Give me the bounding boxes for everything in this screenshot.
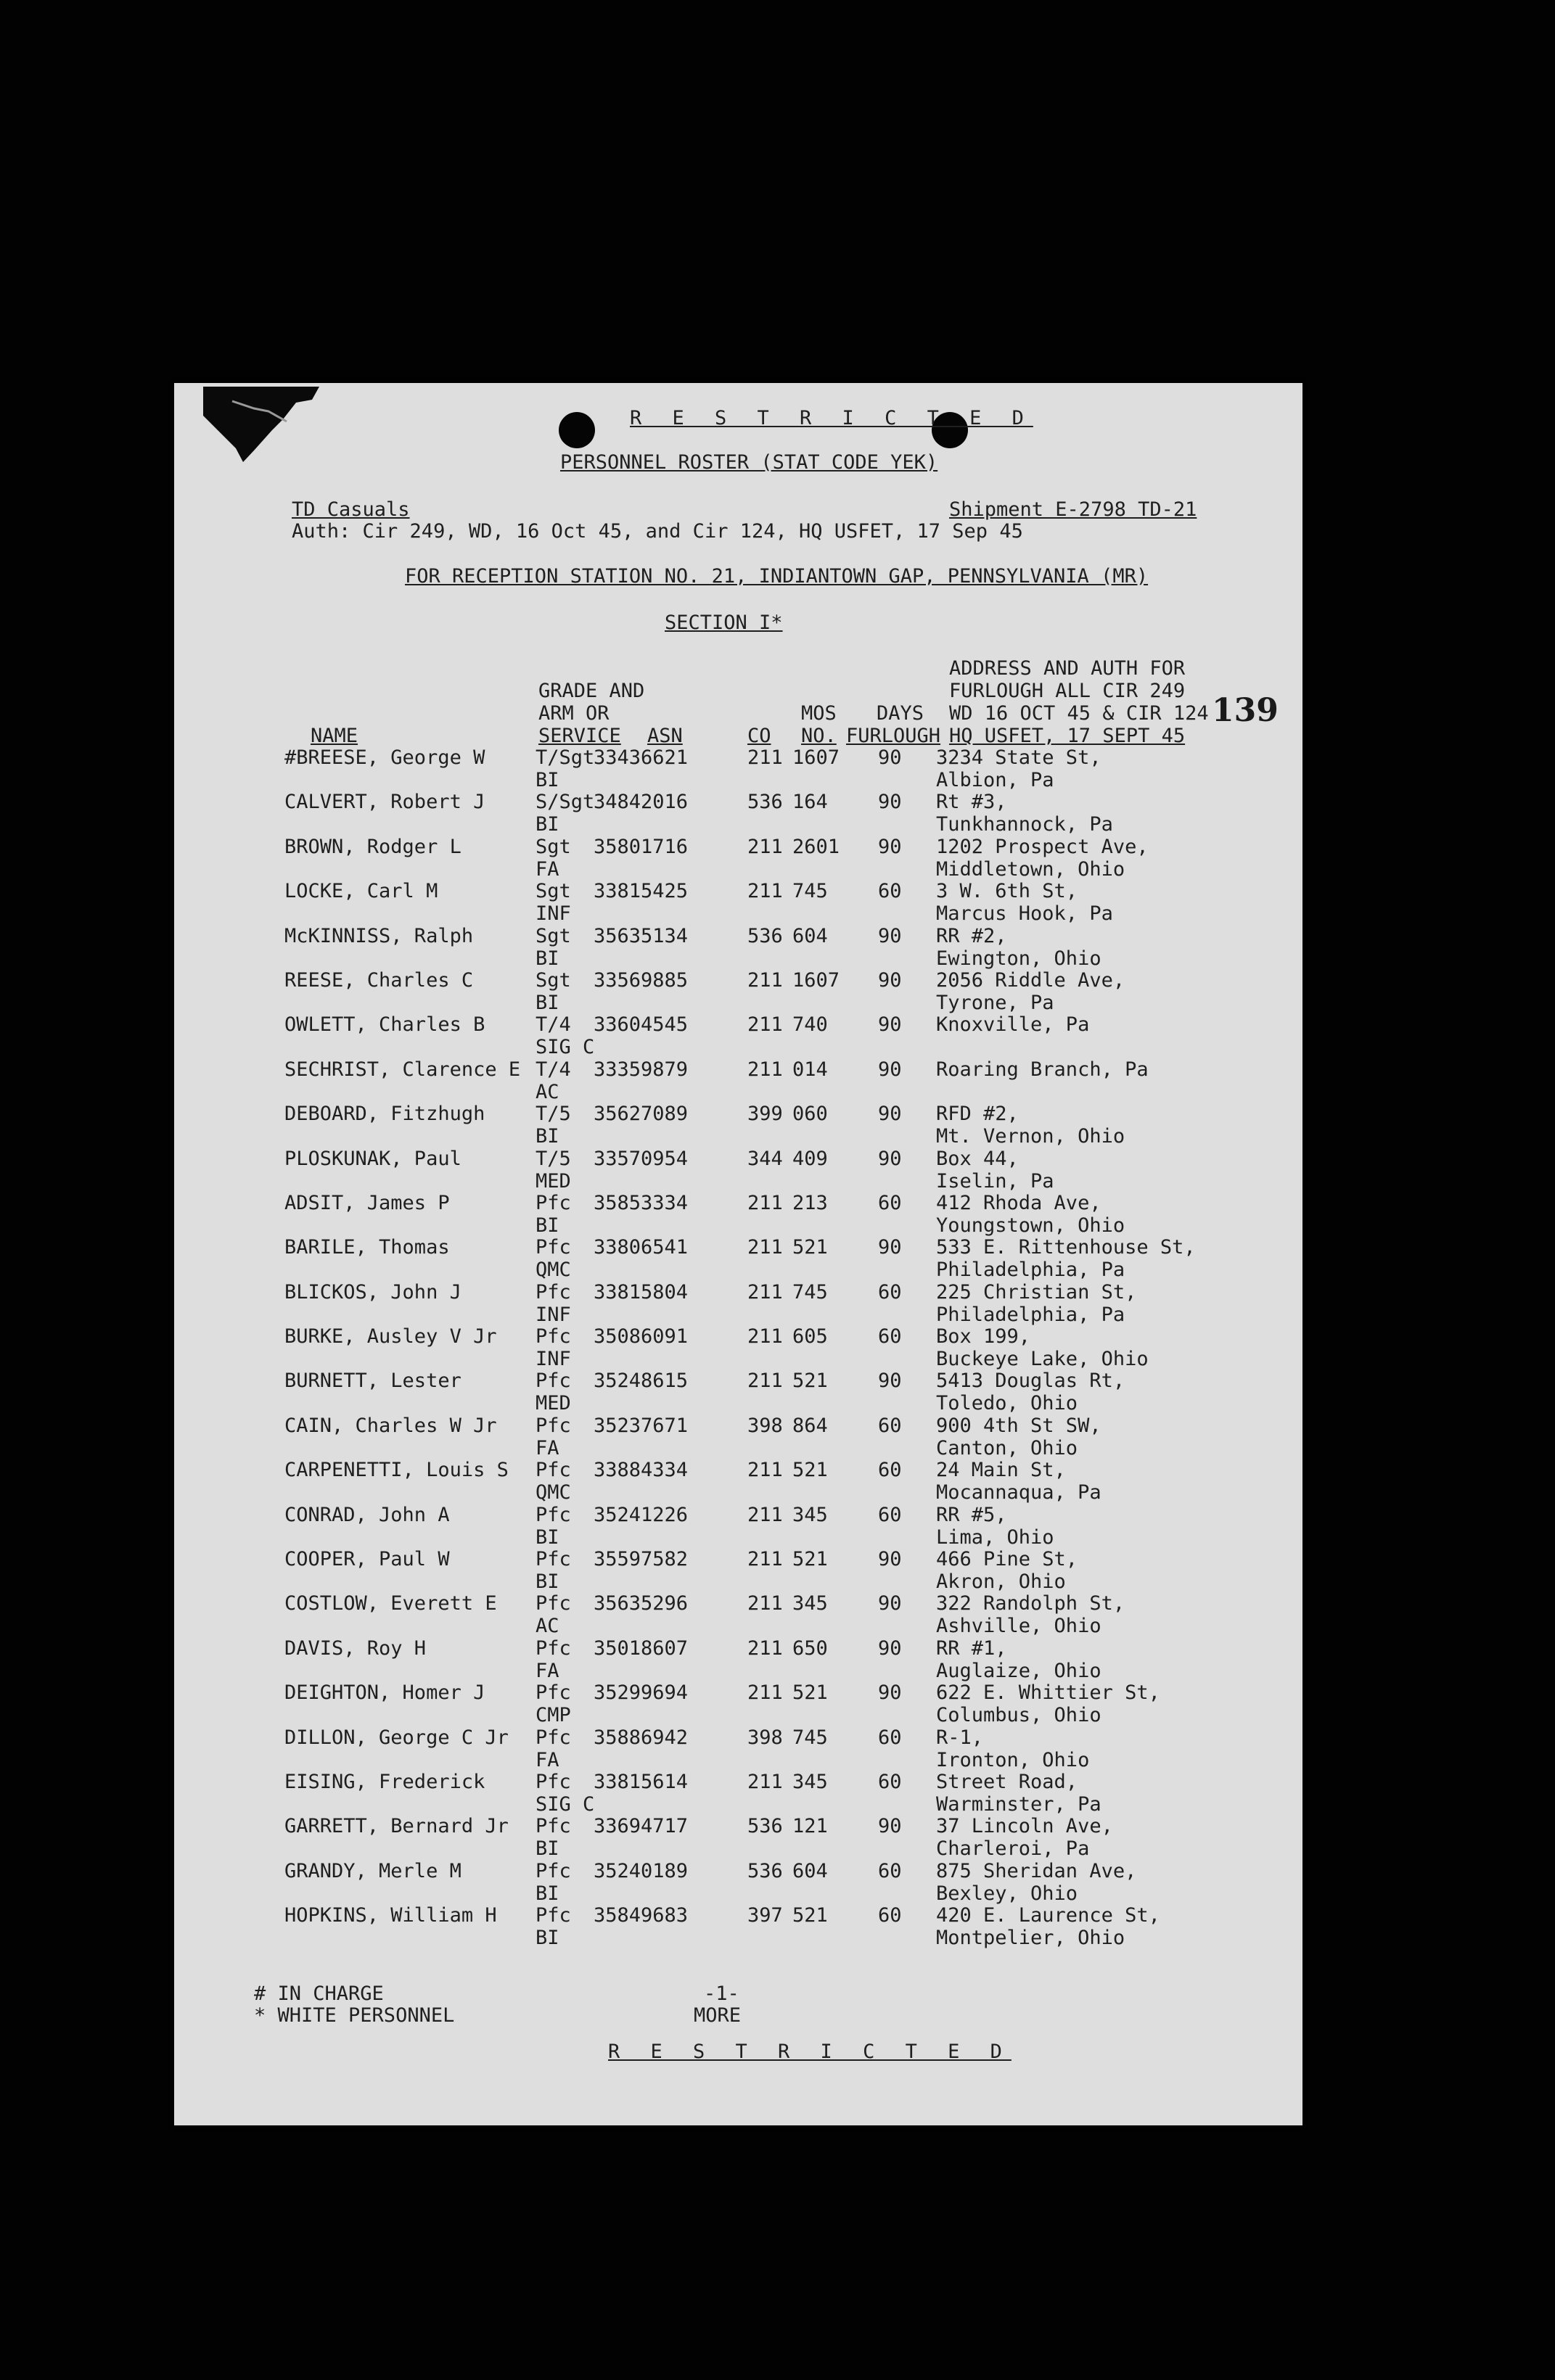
co: 398 [747,1414,783,1437]
unit-label: TD Casuals [292,498,410,521]
grade: Pfc [536,1191,571,1214]
furlough-days: 90 [878,791,902,814]
furlough-days: 60 [878,1904,902,1927]
grade: T/4 [536,1013,571,1037]
address-line-1: RR #2, [936,924,1007,947]
grade: Sgt [536,835,571,858]
grade: T/5 [536,1147,571,1170]
mos: 605 [792,1325,828,1348]
table-row [174,1504,1302,1548]
address-line-2: Albion, Pa [936,769,1054,791]
co: 344 [747,1147,783,1170]
soldier-name: CAIN, Charles W Jr [284,1414,497,1437]
soldier-name: HOPKINS, William H [284,1904,497,1927]
soldier-name: REESE, Charles C [284,968,474,992]
address-line-1: Knoxville, Pa [936,1013,1090,1037]
arm-service: MED [536,1169,571,1193]
asn: 33884334 [594,1459,689,1482]
arm-service: BI [536,1525,559,1549]
mos: 745 [792,1280,828,1304]
table-row [174,1904,1302,1948]
address-line-2: Canton, Ohio [936,1436,1078,1459]
grade: Pfc [536,1280,571,1304]
co: 397 [747,1904,783,1927]
co: 211 [747,1770,783,1793]
furlough-days: 60 [878,1191,902,1214]
co: 536 [747,1815,783,1838]
table-row [174,791,1302,835]
mos: 2601 [792,835,840,858]
footnote-white-personnel: * WHITE PERSONNEL [254,2004,455,2027]
table-row [174,1325,1302,1370]
header-mos-1: MOS [801,702,837,725]
address-line-2: Ewington, Ohio [936,947,1101,970]
mos: 740 [792,1013,828,1037]
mos: 521 [792,1459,828,1482]
furlough-days: 60 [878,1770,902,1793]
table-row [174,1370,1302,1414]
soldier-name: GARRETT, Bernard Jr [284,1815,509,1838]
mos: 604 [792,1859,828,1882]
grade: Pfc [536,1636,571,1660]
footnote-in-charge: # IN CHARGE [254,1982,384,2005]
classification-footer: R E S T R I C T E D [608,2041,1012,2063]
soldier-name: CARPENETTI, Louis S [284,1459,509,1482]
grade: Pfc [536,1459,571,1482]
address-line-1: RR #1, [936,1636,1007,1660]
table-row [174,1058,1302,1103]
asn: 35248615 [594,1370,689,1393]
header-days-2: FURLOUGH [846,725,941,747]
furlough-days: 90 [878,968,902,992]
address-line-2: Auglaize, Ohio [936,1659,1101,1682]
arm-service: BI [536,1214,559,1237]
furlough-days: 90 [878,1681,902,1705]
header-co: CO [747,725,771,747]
grade: Sgt [536,880,571,903]
mos: 345 [792,1592,828,1615]
co: 211 [747,1280,783,1304]
address-line-1: 900 4th St SW, [936,1414,1101,1437]
address-line-2: Bexley, Ohio [936,1882,1078,1905]
co: 211 [747,835,783,858]
asn: 35086091 [594,1325,689,1348]
grade: Pfc [536,1859,571,1882]
address-line-1: 1202 Prospect Ave, [936,835,1149,858]
address-line-1: 3 W. 6th St, [936,880,1078,903]
address-line-1: 2056 Riddle Ave, [936,968,1125,992]
grade: Pfc [536,1815,571,1838]
furlough-days: 90 [878,1592,902,1615]
header-grade-2: ARM OR [538,702,610,725]
arm-service: FA [536,1748,559,1771]
soldier-name: BURKE, Ausley V Jr [284,1325,497,1348]
table-row [174,1681,1302,1726]
mos: 345 [792,1503,828,1526]
address-line-2: Tyrone, Pa [936,991,1054,1014]
address-line-2: Tunkhannock, Pa [936,813,1113,836]
header-address-2: FURLOUGH ALL CIR 249 [949,680,1186,702]
soldier-name: PLOSKUNAK, Paul [284,1147,461,1170]
asn: 35849683 [594,1904,689,1927]
mos: 1607 [792,746,840,769]
furlough-days: 90 [878,1548,902,1571]
address-line-1: 37 Lincoln Ave, [936,1815,1113,1838]
roster-table [174,746,1302,1949]
table-row [174,1192,1302,1236]
address-line-2: Marcus Hook, Pa [936,902,1113,926]
header-address-1: ADDRESS AND AUTH FOR [949,657,1186,680]
table-row [174,1726,1302,1771]
table-row [174,925,1302,969]
soldier-name: COOPER, Paul W [284,1548,450,1571]
co: 211 [747,1681,783,1705]
roster-title: PERSONNEL ROSTER (STAT CODE YEK) [560,451,938,474]
arm-service: INF [536,1303,571,1326]
asn: 33436621 [594,746,689,769]
mos: 409 [792,1147,828,1170]
arm-service: FA [536,1659,559,1682]
furlough-days: 90 [878,1058,902,1081]
address-line-2: Akron, Ohio [936,1570,1066,1594]
co: 211 [747,1548,783,1571]
grade: Sgt [536,924,571,947]
address-line-1: RFD #2, [936,1103,1019,1126]
address-line-2: Ashville, Ohio [936,1615,1101,1638]
table-row [174,1236,1302,1280]
furlough-days: 90 [878,835,902,858]
soldier-name: McKINNISS, Ralph [284,924,474,947]
grade: Pfc [536,1770,571,1793]
furlough-days: 60 [878,1726,902,1749]
page-number: -1- [704,1982,739,2005]
address-line-1: 24 Main St, [936,1459,1066,1482]
table-row [174,1281,1302,1325]
soldier-name: GRANDY, Merle M [284,1859,461,1882]
address-line-1: 622 E. Whittier St, [936,1681,1160,1705]
address-line-1: 5413 Douglas Rt, [936,1370,1125,1393]
furlough-days: 60 [878,1325,902,1348]
header-asn: ASN [647,725,683,747]
mos: 521 [792,1236,828,1259]
mos: 213 [792,1191,828,1214]
address-line-2: Columbus, Ohio [936,1704,1101,1727]
furlough-days: 60 [878,1414,902,1437]
address-line-1: 466 Pine St, [936,1548,1078,1571]
section-heading: SECTION I* [665,612,783,634]
soldier-name: BARILE, Thomas [284,1236,450,1259]
address-line-1: Street Road, [936,1770,1078,1793]
asn: 35886942 [594,1726,689,1749]
arm-service: SIG C [536,1036,595,1059]
address-line-2: Iselin, Pa [936,1169,1054,1193]
asn: 35241226 [594,1503,689,1526]
grade: Pfc [536,1370,571,1393]
table-row [174,880,1302,924]
soldier-name: #BREESE, George W [284,746,485,769]
soldier-name: CONRAD, John A [284,1503,450,1526]
asn: 35237671 [594,1414,689,1437]
arm-service: BI [536,1837,559,1861]
grade: Pfc [536,1548,571,1571]
furlough-days: 90 [878,1103,902,1126]
address-line-2: Montpelier, Ohio [936,1927,1125,1950]
furlough-days: 60 [878,880,902,903]
address-line-2: Buckeye Lake, Ohio [936,1348,1149,1371]
address-line-1: 322 Randolph St, [936,1592,1125,1615]
arm-service: SIG C [536,1792,595,1816]
asn: 35597582 [594,1548,689,1571]
table-row [174,1013,1302,1058]
more-indicator: MORE [694,2004,742,2027]
page-stamp-number: 139 [1212,692,1279,729]
grade: T/5 [536,1103,571,1126]
grade: Pfc [536,1904,571,1927]
asn: 35240189 [594,1859,689,1882]
soldier-name: BURNETT, Lester [284,1370,461,1393]
address-line-1: Rt #3, [936,791,1007,814]
asn: 35635296 [594,1592,689,1615]
mos: 1607 [792,968,840,992]
co: 211 [747,1058,783,1081]
arm-service: FA [536,857,559,881]
address-line-2: Mocannaqua, Pa [936,1481,1101,1504]
furlough-days: 90 [878,1147,902,1170]
table-row [174,1815,1302,1859]
co: 536 [747,924,783,947]
address-line-1: 412 Rhoda Ave, [936,1191,1101,1214]
mos: 014 [792,1058,828,1081]
mos: 164 [792,791,828,814]
soldier-name: DEIGHTON, Homer J [284,1681,485,1705]
table-row [174,836,1302,880]
grade: Pfc [536,1592,571,1615]
co: 211 [747,968,783,992]
destination-line: FOR RECEPTION STATION NO. 21, INDIANTOWN GAP, PENNSYLVANIA (MR) [405,565,1149,588]
table-row [174,1415,1302,1459]
arm-service: FA [536,1436,559,1459]
soldier-name: DEBOARD, Fitzhugh [284,1103,485,1126]
mos: 121 [792,1815,828,1838]
furlough-days: 90 [878,1013,902,1037]
co: 211 [747,1236,783,1259]
arm-service: AC [536,1615,559,1638]
arm-service: BI [536,1882,559,1905]
header-address-3: WD 16 OCT 45 & CIR 124 [949,702,1209,725]
soldier-name: EISING, Frederick [284,1770,485,1793]
asn: 33815425 [594,880,689,903]
soldier-name: BLICKOS, John J [284,1280,461,1304]
address-line-2: Toledo, Ohio [936,1392,1078,1415]
mos: 745 [792,1726,828,1749]
furlough-days: 60 [878,1859,902,1882]
mos: 745 [792,880,828,903]
mos: 521 [792,1370,828,1393]
soldier-name: DAVIS, Roy H [284,1636,427,1660]
co: 211 [747,1636,783,1660]
address-line-2: Lima, Ohio [936,1525,1054,1549]
address-line-1: 3234 State St, [936,746,1101,769]
address-line-2: Middletown, Ohio [936,857,1125,881]
table-row [174,1548,1302,1592]
address-line-2: Philadelphia, Pa [936,1259,1125,1282]
table-row [174,1637,1302,1681]
classification-header: R E S T R I C T E D [630,407,1033,429]
address-line-1: 533 E. Rittenhouse St, [936,1236,1196,1259]
co: 211 [747,880,783,903]
co: 536 [747,1859,783,1882]
furlough-days: 90 [878,924,902,947]
arm-service: INF [536,902,571,926]
furlough-days: 90 [878,746,902,769]
address-line-2: Charleroi, Pa [936,1837,1090,1861]
soldier-name: BROWN, Rodger L [284,835,461,858]
co: 211 [747,1325,783,1348]
address-line-1: Box 199, [936,1325,1031,1348]
mos: 604 [792,924,828,947]
header-days-1: DAYS [877,702,924,725]
table-row [174,746,1302,791]
grade: T/Sgt [536,746,595,769]
furlough-days: 90 [878,1370,902,1393]
address-line-1: 875 Sheridan Ave, [936,1859,1137,1882]
arm-service: AC [536,1080,559,1103]
asn: 33570954 [594,1147,689,1170]
header-mos-2: NO. [801,725,837,747]
arm-service: BI [536,947,559,970]
grade: Pfc [536,1681,571,1705]
co: 211 [747,1370,783,1393]
authority-line: Auth: Cir 249, WD, 16 Oct 45, and Cir 124, HQ USFET, 17 Sep 45 [292,520,1023,543]
torn-corner [203,387,319,466]
co: 211 [747,1191,783,1214]
co: 398 [747,1726,783,1749]
arm-service: BI [536,1570,559,1594]
soldier-name: CALVERT, Robert J [284,791,485,814]
table-row [174,1771,1302,1815]
arm-service: BI [536,1927,559,1950]
address-line-1: Roaring Branch, Pa [936,1058,1149,1081]
mos: 345 [792,1770,828,1793]
soldier-name: LOCKE, Carl M [284,880,438,903]
arm-service: INF [536,1348,571,1371]
table-row [174,1103,1302,1147]
arm-service: MED [536,1392,571,1415]
asn: 33359879 [594,1058,689,1081]
header-grade-1: GRADE AND [538,680,645,702]
soldier-name: ADSIT, James P [284,1191,450,1214]
address-line-1: Box 44, [936,1147,1019,1170]
arm-service: CMP [536,1704,571,1727]
asn: 33604545 [594,1013,689,1037]
asn: 34842016 [594,791,689,814]
furlough-days: 90 [878,1236,902,1259]
table-row [174,1860,1302,1904]
furlough-days: 90 [878,1636,902,1660]
grade: S/Sgt [536,791,595,814]
grade: Pfc [536,1414,571,1437]
furlough-days: 90 [878,1815,902,1838]
header-grade-3: SERVICE [538,725,621,747]
asn: 35627089 [594,1103,689,1126]
address-line-1: 225 Christian St, [936,1280,1137,1304]
address-line-2: Youngstown, Ohio [936,1214,1125,1237]
co: 211 [747,1592,783,1615]
header-name: NAME [311,725,358,747]
asn: 33815614 [594,1770,689,1793]
soldier-name: COSTLOW, Everett E [284,1592,497,1615]
table-row [174,1148,1302,1192]
grade: Pfc [536,1236,571,1259]
grade: Pfc [536,1503,571,1526]
soldier-name: OWLETT, Charles B [284,1013,485,1037]
punch-hole-left [559,412,595,448]
arm-service: BI [536,769,559,791]
mos: 060 [792,1103,828,1126]
grade: Pfc [536,1726,571,1749]
asn: 35299694 [594,1681,689,1705]
grade: T/4 [536,1058,571,1081]
arm-service: BI [536,813,559,836]
asn: 35635134 [594,924,689,947]
co: 399 [747,1103,783,1126]
address-line-2: Ironton, Ohio [936,1748,1090,1771]
mos: 521 [792,1548,828,1571]
co: 211 [747,746,783,769]
grade: Pfc [536,1325,571,1348]
co: 211 [747,1459,783,1482]
address-line-1: RR #5, [936,1503,1007,1526]
furlough-days: 60 [878,1503,902,1526]
shipment-label: Shipment E-2798 TD-21 [949,498,1197,521]
co: 536 [747,791,783,814]
table-row [174,1592,1302,1636]
soldier-name: DILLON, George C Jr [284,1726,509,1749]
soldier-name: SECHRIST, Clarence E [284,1058,521,1081]
co: 211 [747,1013,783,1037]
asn: 33694717 [594,1815,689,1838]
header-address-4: HQ USFET, 17 SEPT 45 [949,725,1186,747]
asn: 35018607 [594,1636,689,1660]
asn: 33815804 [594,1280,689,1304]
table-row [174,969,1302,1013]
co: 211 [747,1503,783,1526]
address-line-1: R-1, [936,1726,984,1749]
address-line-2: Philadelphia, Pa [936,1303,1125,1326]
mos: 521 [792,1904,828,1927]
address-line-2: Mt. Vernon, Ohio [936,1125,1125,1148]
asn: 35801716 [594,835,689,858]
arm-service: BI [536,991,559,1014]
asn: 33806541 [594,1236,689,1259]
asn: 35853334 [594,1191,689,1214]
arm-service: QMC [536,1481,571,1504]
grade: Sgt [536,968,571,992]
mos: 521 [792,1681,828,1705]
asn: 33569885 [594,968,689,992]
table-row [174,1459,1302,1503]
furlough-days: 60 [878,1280,902,1304]
arm-service: BI [536,1125,559,1148]
address-line-2: Warminster, Pa [936,1792,1101,1816]
address-line-1: 420 E. Laurence St, [936,1904,1160,1927]
mos: 864 [792,1414,828,1437]
mos: 650 [792,1636,828,1660]
arm-service: QMC [536,1259,571,1282]
roster-page [174,383,1302,2125]
furlough-days: 60 [878,1459,902,1482]
